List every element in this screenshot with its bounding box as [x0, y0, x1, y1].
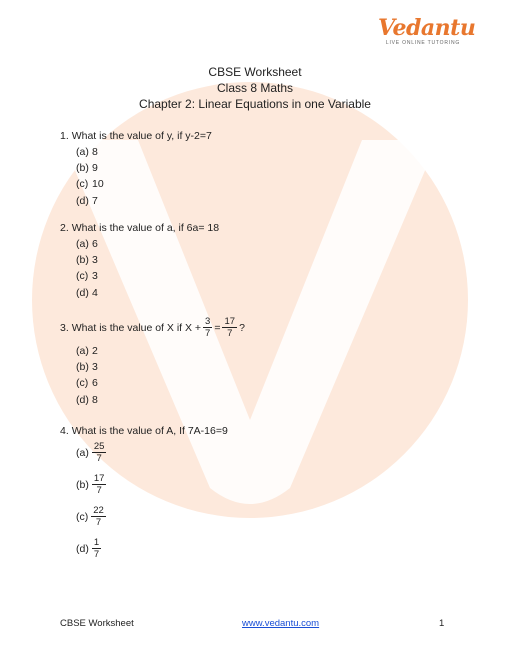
question-4-stem	[60, 423, 228, 439]
equals-sign: =	[214, 321, 221, 334]
question-text: What is the value of a, if 6a= 18	[71, 222, 220, 234]
option-d: (d) 4	[76, 286, 98, 299]
question-4	[60, 423, 228, 439]
logo-wordmark: Vedantu	[378, 15, 476, 41]
question-1-stem	[60, 128, 212, 144]
option-a: (a) 6	[76, 238, 98, 250]
option-b: (b) 9	[76, 162, 98, 175]
question-number: 1.	[60, 130, 69, 142]
footer-website-link[interactable]: www.vedantu.com	[242, 618, 320, 629]
option-d: (d) 7	[76, 194, 98, 207]
option-d-fraction: (d) $\frac{1}{7}$	[76, 537, 100, 560]
option-c: (c) 6	[76, 377, 98, 390]
option-b-fraction: (b) $\frac{17}{7}$	[76, 473, 105, 496]
question-text: What is the value of y, if y-2=7	[71, 130, 212, 142]
question-text: What is the value of X if X +	[71, 321, 202, 334]
fraction-17-over-7: $\frac{17}{7}$	[224, 316, 236, 339]
question-mark: ?	[239, 321, 245, 334]
question-3-stem	[60, 316, 245, 339]
question-2-stem	[60, 220, 219, 236]
option-a: (a) 8	[76, 146, 98, 158]
header-title: CBSE Worksheet	[208, 65, 302, 79]
option-a: (a) 2	[76, 345, 98, 357]
question-number: 4.	[60, 425, 69, 437]
option-b: (b) 3	[76, 361, 98, 374]
option-a-fraction: (a) $\frac{25}{7}$	[76, 441, 105, 464]
option-c-fraction: (c) $\frac{22}{7}$	[76, 505, 104, 528]
question-number: 2.	[60, 222, 69, 234]
question-1	[60, 128, 212, 209]
header-chapter: Chapter 2: Linear Equations in one Variable	[139, 97, 371, 111]
header-class: Class 8 Maths	[216, 81, 294, 95]
option-c: (c) 3	[76, 270, 98, 283]
option-b: (b) 3	[76, 254, 98, 267]
question-3	[60, 316, 245, 408]
logo-tagline: LIVE ONLINE TUTORING	[385, 40, 461, 46]
worksheet-header	[0, 64, 510, 112]
question-text: What is the value of A, If 7A-16=9	[71, 425, 228, 437]
question-2	[60, 220, 219, 301]
vedantu-logo	[378, 15, 476, 47]
option-c: (c) 10	[76, 178, 104, 191]
footer-page-number: 1	[439, 618, 445, 629]
footer-title: CBSE Worksheet	[60, 618, 134, 629]
option-d: (d) 8	[76, 393, 98, 406]
question-number: 3.	[60, 321, 69, 334]
fraction-3-over-7: $\frac{3}{7}$	[205, 316, 211, 339]
